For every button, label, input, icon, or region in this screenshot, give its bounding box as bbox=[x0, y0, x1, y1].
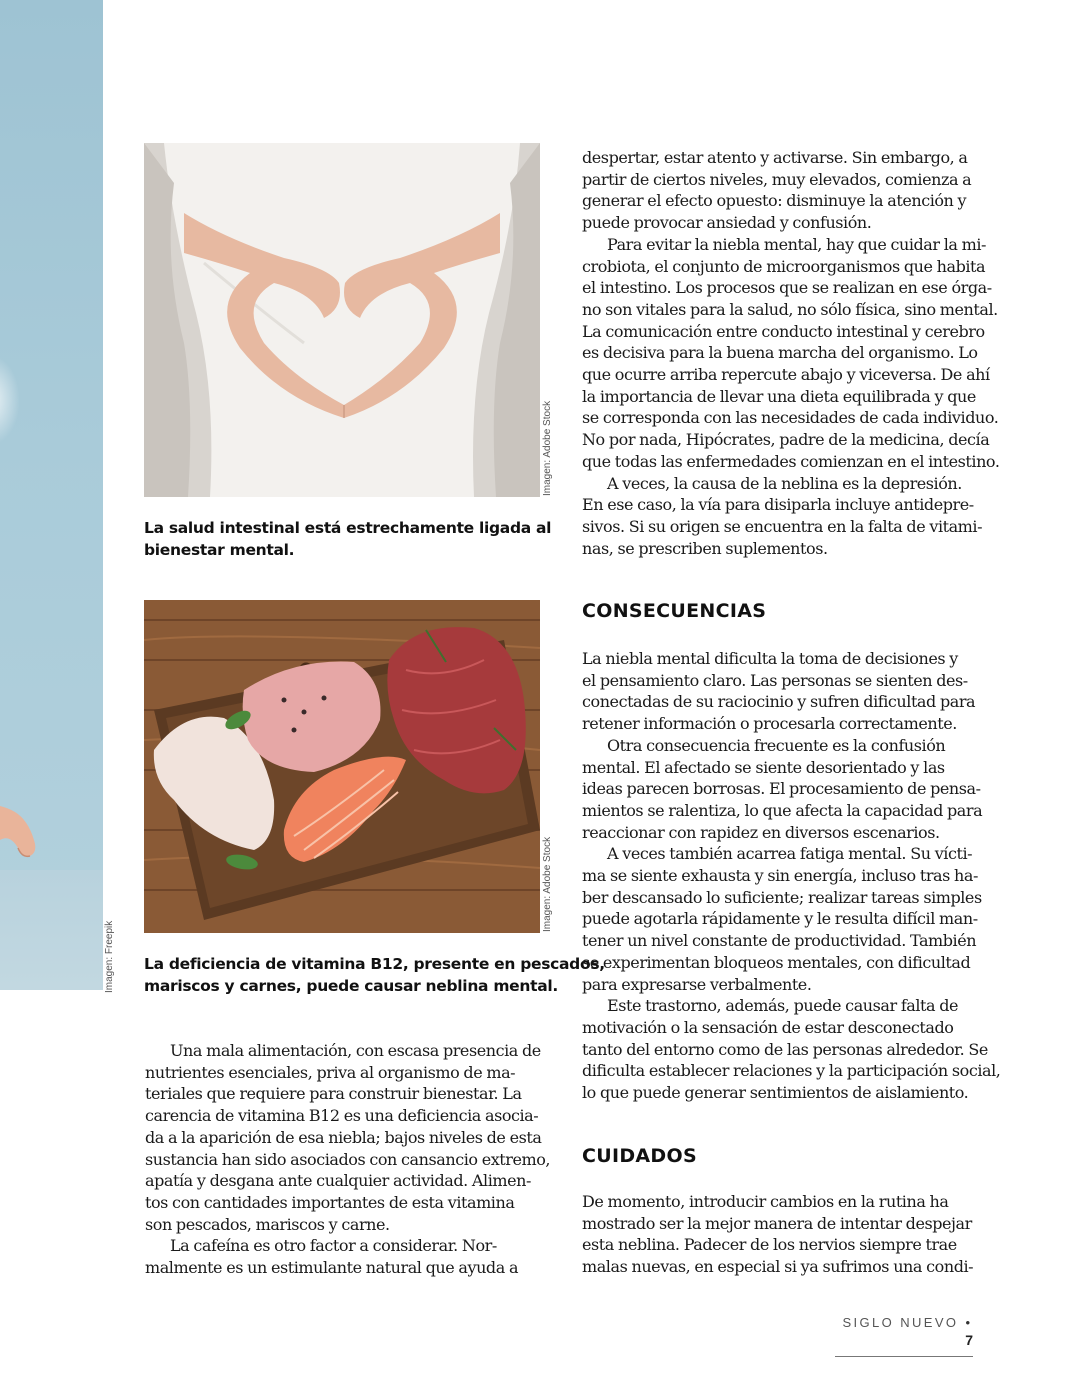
text-line: Para evitar la niebla mental, hay que cuidar la mi- bbox=[607, 234, 986, 254]
text-line: A veces también acarrea fatiga mental. Su vícti- bbox=[607, 844, 973, 864]
strip-ground bbox=[0, 870, 103, 990]
text-line: partir de ciertos niveles, muy elevados, comienza a bbox=[582, 169, 972, 189]
text-line: se experimentan bloqueos mentales, con dificultad bbox=[582, 952, 971, 972]
section-body-cuidados bbox=[582, 1191, 973, 1278]
text-line: apatía y desgana ante cualquier actividad. Alimen- bbox=[145, 1171, 531, 1191]
left-strip-photo bbox=[0, 0, 103, 990]
magazine-name: SIGLO NUEVO bbox=[842, 1315, 959, 1330]
caption-gut-photo bbox=[144, 517, 551, 561]
text-line: En ese caso, la vía para disiparla incluye antidepre- bbox=[582, 495, 974, 515]
caption-line: La deficiencia de vitamina B12, presente en pescados, bbox=[144, 955, 605, 973]
photo-credit-meat: Imagen: Adobe Stock bbox=[542, 836, 553, 932]
text-line: No por nada, Hipócrates, padre de la medicina, decía bbox=[582, 430, 990, 450]
text-line: La cafeína es otro factor a considerar. Nor- bbox=[170, 1236, 497, 1256]
text-line: el intestino. Los procesos que se realizan en ese órga- bbox=[582, 278, 992, 298]
text-line: nutrientes esenciales, priva al organismo de ma- bbox=[145, 1062, 516, 1082]
text-line: dificulta establecer relaciones y la participación social, bbox=[582, 1061, 1001, 1081]
text-line: son pescados, mariscos y carne. bbox=[145, 1214, 390, 1234]
text-line: retener información o procesarla correctamente. bbox=[582, 714, 957, 734]
text-line: despertar, estar atento y activarse. Sin embargo, a bbox=[582, 148, 968, 167]
page-number: 7 bbox=[965, 1332, 973, 1348]
text-line: la importancia de llevar una dieta equilibrada y que bbox=[582, 386, 976, 406]
text-line: para expresarse verbalmente. bbox=[582, 974, 812, 994]
caption-line: mariscos y carnes, puede causar neblina mental. bbox=[144, 977, 558, 995]
text-line: mostrado ser la mejor manera de intentar despejar bbox=[582, 1213, 972, 1233]
text-line: crobiota, el conjunto de microorganismos que habita bbox=[582, 256, 986, 276]
section-heading-cuidados: CUIDADOS bbox=[582, 1145, 697, 1167]
text-line: esta neblina. Padecer de los nervios siempre trae bbox=[582, 1235, 957, 1255]
body-text-left-column bbox=[145, 1040, 550, 1279]
text-line: tos con cantidades importantes de esta vitamina bbox=[145, 1192, 515, 1212]
text-line: es decisiva para la buena marcha del organismo. Lo bbox=[582, 343, 978, 363]
text-line: malmente es un estimulante natural que ayuda a bbox=[145, 1258, 519, 1278]
text-line: De momento, introducir cambios en la rutina ha bbox=[582, 1192, 949, 1211]
text-line: tanto del entorno como de las personas alrededor. Se bbox=[582, 1039, 988, 1059]
text-line: conectadas de su raciocinio y sufren dificultad para bbox=[582, 692, 976, 712]
caption-meat-photo bbox=[144, 953, 605, 997]
photo-credit-gut: Imagen: Adobe Stock bbox=[542, 400, 553, 496]
section-heading-consecuencias: CONSECUENCIAS bbox=[582, 600, 767, 622]
text-line: carencia de vitamina B12 es una deficiencia asocia- bbox=[145, 1106, 539, 1126]
text-line: lo que puede generar sentimientos de aislamiento. bbox=[582, 1083, 969, 1103]
text-line: reaccionar con rapidez en diversos escenarios. bbox=[582, 822, 940, 842]
body-text-right-column-intro bbox=[582, 147, 999, 559]
text-line: puede agotarla rápidamente y le resulta difícil man- bbox=[582, 909, 978, 929]
footer-separator: • bbox=[965, 1315, 970, 1330]
text-line: ber descansado lo suficiente; realizar tareas simples bbox=[582, 887, 982, 907]
text-line: el pensamiento claro. Las personas se sienten des- bbox=[582, 670, 968, 690]
gut-health-photo bbox=[144, 143, 540, 497]
text-line: mientos se ralentiza, lo que afecta la capacidad para bbox=[582, 800, 983, 820]
text-line: tener un nivel constante de productividad. También bbox=[582, 931, 977, 951]
text-line: generar el efecto opuesto: disminuye la atención y bbox=[582, 191, 967, 211]
text-line: A veces, la causa de la neblina es la depresión. bbox=[607, 473, 962, 493]
page-footer bbox=[835, 1314, 973, 1357]
text-line: da a la aparición de esa niebla; bajos niveles de esta bbox=[145, 1127, 542, 1147]
text-line: que ocurre arriba repercute abajo y viceversa. De ahí bbox=[582, 365, 990, 385]
text-line: teriales que requiere para construir bienestar. La bbox=[145, 1084, 522, 1104]
text-line: Este trastorno, además, puede causar falta de bbox=[607, 996, 959, 1016]
text-line: Otra consecuencia frecuente es la confusión bbox=[607, 735, 946, 755]
text-line: ma se siente exhausta y sin energía, incluso tras ha- bbox=[582, 866, 978, 886]
text-line: nas, se prescriben suplementos. bbox=[582, 538, 828, 558]
text-line: sivos. Si su origen se encuentra en la falta de vitami- bbox=[582, 516, 983, 536]
photo-credit-strip: Imagen: Freepik bbox=[104, 920, 115, 993]
text-line: ideas parecen borrosas. El procesamiento de pensa- bbox=[582, 779, 981, 799]
text-line: La niebla mental dificulta la toma de decisiones y bbox=[582, 649, 958, 668]
text-line: motivación o la sensación de estar desconectado bbox=[582, 1017, 954, 1037]
section-body-consecuencias bbox=[582, 648, 1000, 1104]
text-line: que todas las enfermedades comienzan en el intestino. bbox=[582, 451, 1000, 471]
caption-line: La salud intestinal está estrechamente ligada al bbox=[144, 519, 552, 537]
caption-line: bienestar mental. bbox=[144, 541, 295, 559]
text-line: no son vitales para la salud, no sólo física, sino mental. bbox=[582, 299, 998, 319]
text-line: Una mala alimentación, con escasa presencia de bbox=[170, 1041, 541, 1060]
text-line: sustancia han sido asociados con cansancio extremo, bbox=[145, 1149, 551, 1169]
meat-fish-photo bbox=[144, 600, 540, 933]
text-line: puede provocar ansiedad y confusión. bbox=[582, 213, 872, 233]
cloud-shape bbox=[0, 355, 20, 445]
text-line: mental. El afectado se siente desorientado y las bbox=[582, 757, 945, 777]
finger-illustration bbox=[0, 790, 75, 870]
text-line: malas nuevas, en especial si ya sufrimos una condi- bbox=[582, 1257, 974, 1277]
text-line: se corresponda con las necesidades de cada individuo. bbox=[582, 408, 999, 428]
text-line: La comunicación entre conducto intestinal y cerebro bbox=[582, 321, 985, 341]
